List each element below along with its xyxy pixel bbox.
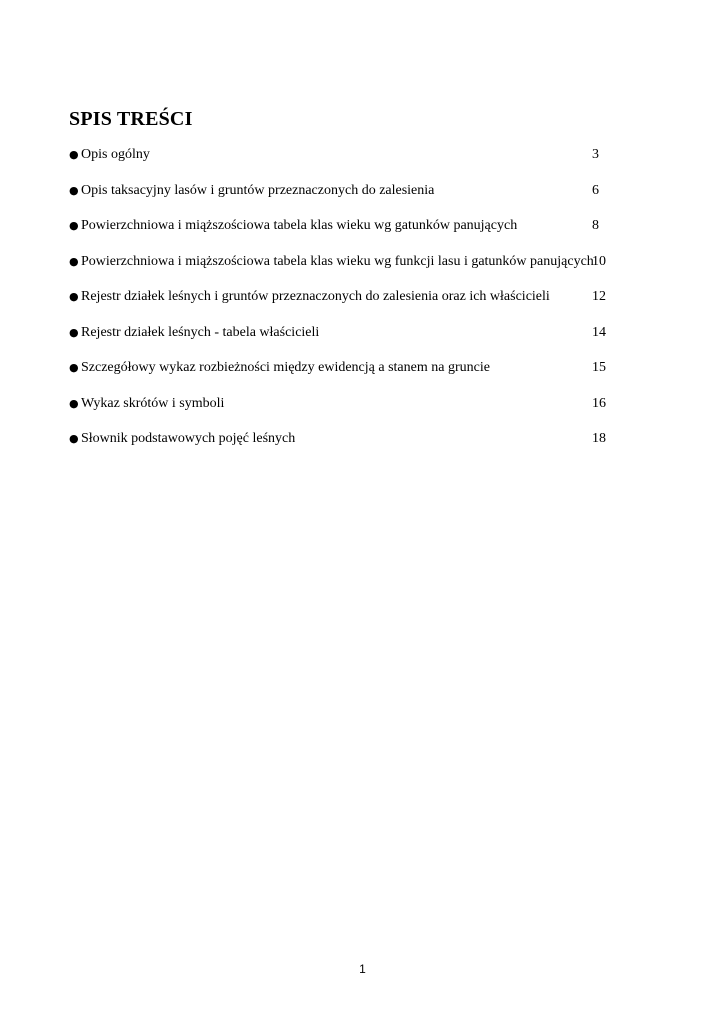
- bullet-icon: ●: [69, 432, 79, 445]
- bullet-icon: ●: [69, 325, 79, 339]
- toc-entry-page: 15: [592, 360, 606, 375]
- toc-entry-title: Opis taksacyjny lasów i gruntów przeznaczonych do zalesienia: [81, 182, 435, 198]
- bullet-icon: ●: [69, 148, 79, 161]
- bullet-icon: ●: [69, 290, 79, 303]
- toc-entry: [69, 182, 614, 218]
- toc-entry-title: Rejestr działek leśnych i gruntów przeznaczonych do zalesienia oraz ich właścicieli: [81, 289, 550, 304]
- toc-entry-page: 8: [592, 218, 599, 233]
- table-of-contents: [69, 146, 614, 466]
- toc-entry-page: 18: [592, 431, 606, 446]
- toc-entry: [69, 253, 614, 289]
- bullet-icon: ●: [69, 183, 79, 197]
- toc-entry-page: 14: [592, 324, 606, 340]
- toc-entry: [69, 217, 614, 253]
- bullet-icon: ●: [69, 254, 79, 268]
- toc-entry: [69, 324, 614, 360]
- bullet-icon: ●: [69, 219, 79, 232]
- toc-entry-title: Szczegółowy wykaz rozbieżności między ewidencją a stanem na gruncie: [81, 360, 490, 375]
- toc-entry: [69, 146, 614, 182]
- toc-entry-title: Wykaz skrótów i symboli: [81, 395, 225, 411]
- bullet-icon: ●: [69, 396, 79, 410]
- toc-entry-title: Słownik podstawowych pojęć leśnych: [81, 431, 296, 446]
- toc-entry: [69, 359, 614, 395]
- toc-entry-title: Opis ogólny: [81, 147, 150, 162]
- bullet-icon: ●: [69, 361, 79, 374]
- toc-entry-title: Powierzchniowa i miąższościowa tabela klas wieku wg gatunków panujących: [81, 218, 518, 233]
- page-number: 1: [359, 962, 366, 976]
- toc-entry-page: 3: [592, 147, 599, 162]
- toc-entry-page: 16: [592, 395, 606, 411]
- toc-entry-title: Powierzchniowa i miąższościowa tabela klas wieku wg funkcji lasu i gatunków panujących: [81, 253, 594, 269]
- toc-entry: [69, 395, 614, 431]
- page-title: SPIS TREŚCI: [69, 108, 193, 130]
- toc-entry-page: 10: [592, 253, 606, 269]
- toc-entry-page: 12: [592, 289, 606, 304]
- toc-entry-title: Rejestr działek leśnych - tabela właścicieli: [81, 324, 320, 340]
- toc-entry: [69, 430, 614, 466]
- toc-entry: [69, 288, 614, 324]
- toc-entry-page: 6: [592, 182, 599, 198]
